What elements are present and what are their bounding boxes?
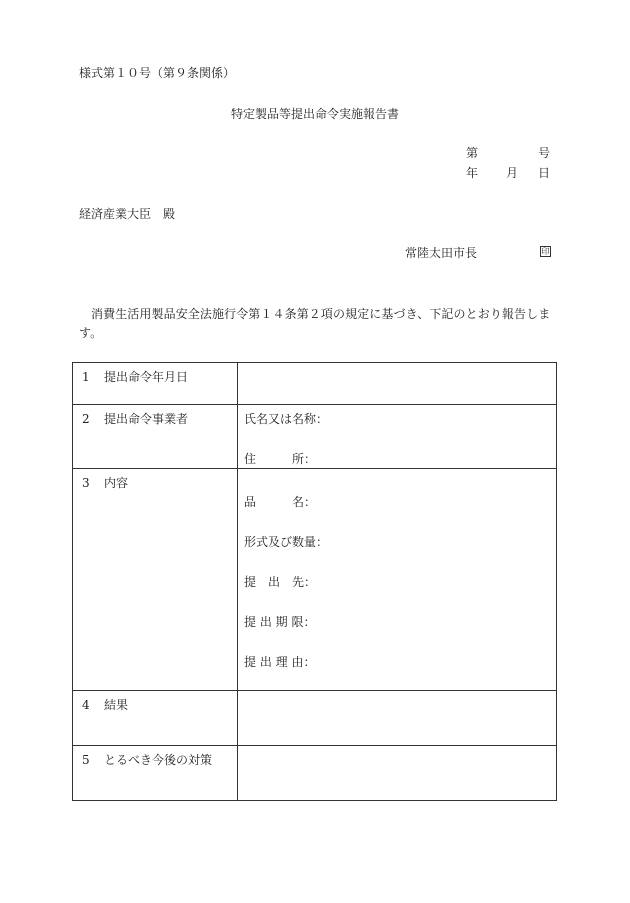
table-row: [73, 363, 557, 405]
item-label: 結果: [104, 698, 129, 712]
item-number: 5: [82, 753, 90, 767]
item-label: 内容: [104, 476, 129, 490]
submit-reason-label: 提 出 理 由：: [244, 655, 316, 669]
date-day: 日: [537, 166, 550, 180]
item-number: 1: [82, 370, 90, 384]
table-row: [73, 469, 557, 691]
business-operator-cell[interactable]: [238, 405, 557, 469]
future-measures-cell[interactable]: [238, 746, 557, 801]
form-number: 様式第１０号（第９条関係）: [79, 66, 236, 80]
table-row: [73, 691, 557, 746]
model-quantity-label: 形式及び数量：: [244, 535, 329, 549]
product-name-label: 品 名：: [244, 495, 317, 509]
item-label: 提出命令事業者: [104, 412, 189, 426]
addressee: 経済産業大臣 殿: [79, 207, 176, 221]
table-row: [73, 405, 557, 469]
row-label-cell: [73, 405, 238, 469]
body-text: 消費生活用製品安全法施行令第１４条第２項の規定に基づき、下記のとおり報告します。: [79, 307, 551, 340]
submit-deadline-label: 提 出 期 限：: [244, 615, 316, 629]
item-label: 提出命令年月日: [104, 370, 189, 384]
date-month: 月: [506, 166, 519, 180]
row-label-cell: [73, 746, 238, 801]
number-suffix: 号: [537, 146, 550, 160]
item-number: 4: [82, 698, 90, 712]
result-cell[interactable]: [238, 691, 557, 746]
number-prefix: 第: [466, 146, 479, 160]
issuer-name: 常陸太田市長: [405, 246, 478, 260]
submit-to-label: 提 出 先：: [244, 575, 317, 589]
content-cell[interactable]: [238, 469, 557, 691]
item-number: 3: [82, 476, 90, 490]
seal-mark: 印: [541, 247, 550, 256]
order-date-cell[interactable]: [238, 363, 557, 405]
date-year: 年: [466, 166, 479, 180]
row-label-cell: [73, 363, 238, 405]
report-table: [72, 362, 557, 801]
row-label-cell: [73, 691, 238, 746]
row-label-cell: [73, 469, 238, 691]
name-field-label: 氏名又は名称：: [244, 412, 329, 426]
item-label: とるべき今後の対策: [104, 753, 213, 767]
item-number: 2: [82, 412, 90, 426]
table-row: [73, 746, 557, 801]
address-field-label: 住 所：: [244, 452, 317, 466]
document-title: 特定製品等提出命令実施報告書: [230, 107, 399, 121]
